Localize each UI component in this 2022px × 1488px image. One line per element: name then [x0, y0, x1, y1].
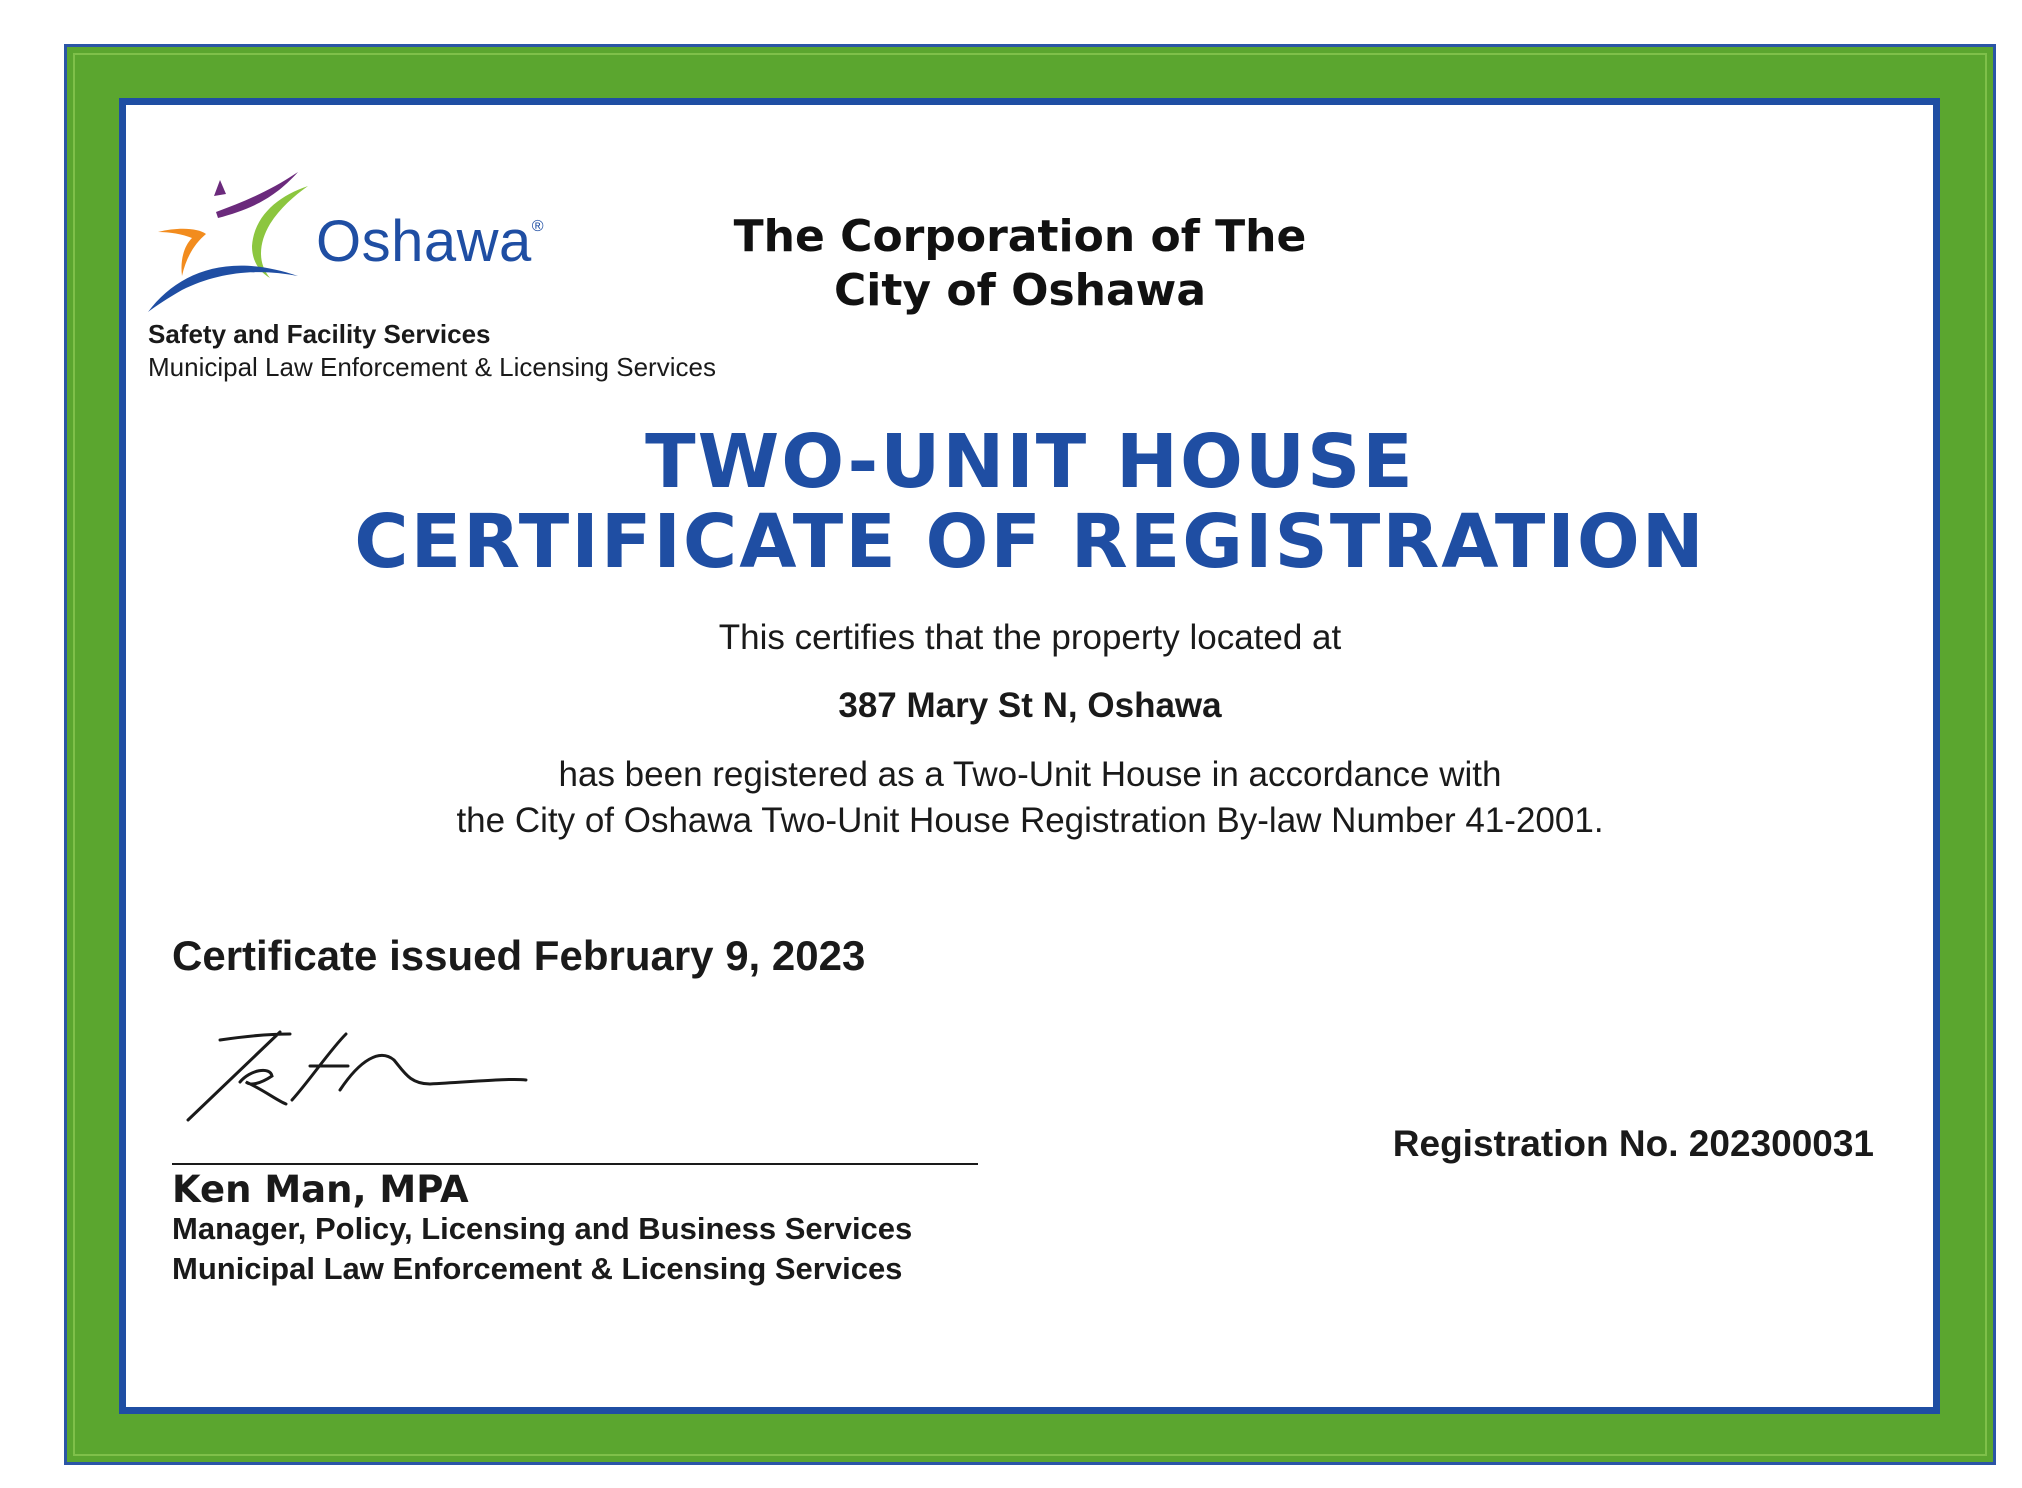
certificate-title [120, 419, 1940, 585]
certify-intro: This certifies that the property located at [718, 618, 1342, 657]
signature-image [180, 1020, 540, 1130]
certify-body-line-1: has been registered as a Two-Unit House in accordance with [558, 755, 1502, 794]
certify-body-line-2: the City of Oshawa Two-Unit House Registration By-law Number 41-2001. [456, 801, 1604, 840]
registration-number: Registration No. 202300031 [1392, 1123, 1874, 1164]
signer-title: Manager, Policy, Licensing and Business Services [172, 1211, 913, 1246]
oshawa-star-logo-icon [148, 172, 318, 312]
department-division: Municipal Law Enforcement & Licensing Services [148, 352, 716, 382]
registered-mark: ® [531, 218, 545, 235]
department-name: Safety and Facility Services [148, 319, 491, 349]
corporation-line-2: City of Oshawa [833, 265, 1207, 316]
signer-name: Ken Man, MPA [172, 1168, 469, 1211]
corporation-heading [600, 210, 1440, 318]
certificate-title-line-1: TWO-UNIT HOUSE [645, 419, 1415, 505]
logo-wordmark-text: Oshawa [316, 209, 532, 274]
issue-date: Certificate issued February 9, 2023 [172, 932, 866, 979]
oshawa-wordmark [316, 208, 544, 275]
signature-line [172, 1163, 978, 1165]
property-address: 387 Mary St N, Oshawa [838, 686, 1222, 725]
signer-department: Municipal Law Enforcement & Licensing Services [172, 1251, 903, 1286]
certificate-title-line-2: CERTIFICATE OF REGISTRATION [354, 499, 1706, 585]
oshawa-logo [148, 172, 578, 322]
corporation-line-1: The Corporation of The [733, 211, 1307, 262]
certify-body [120, 752, 1940, 844]
